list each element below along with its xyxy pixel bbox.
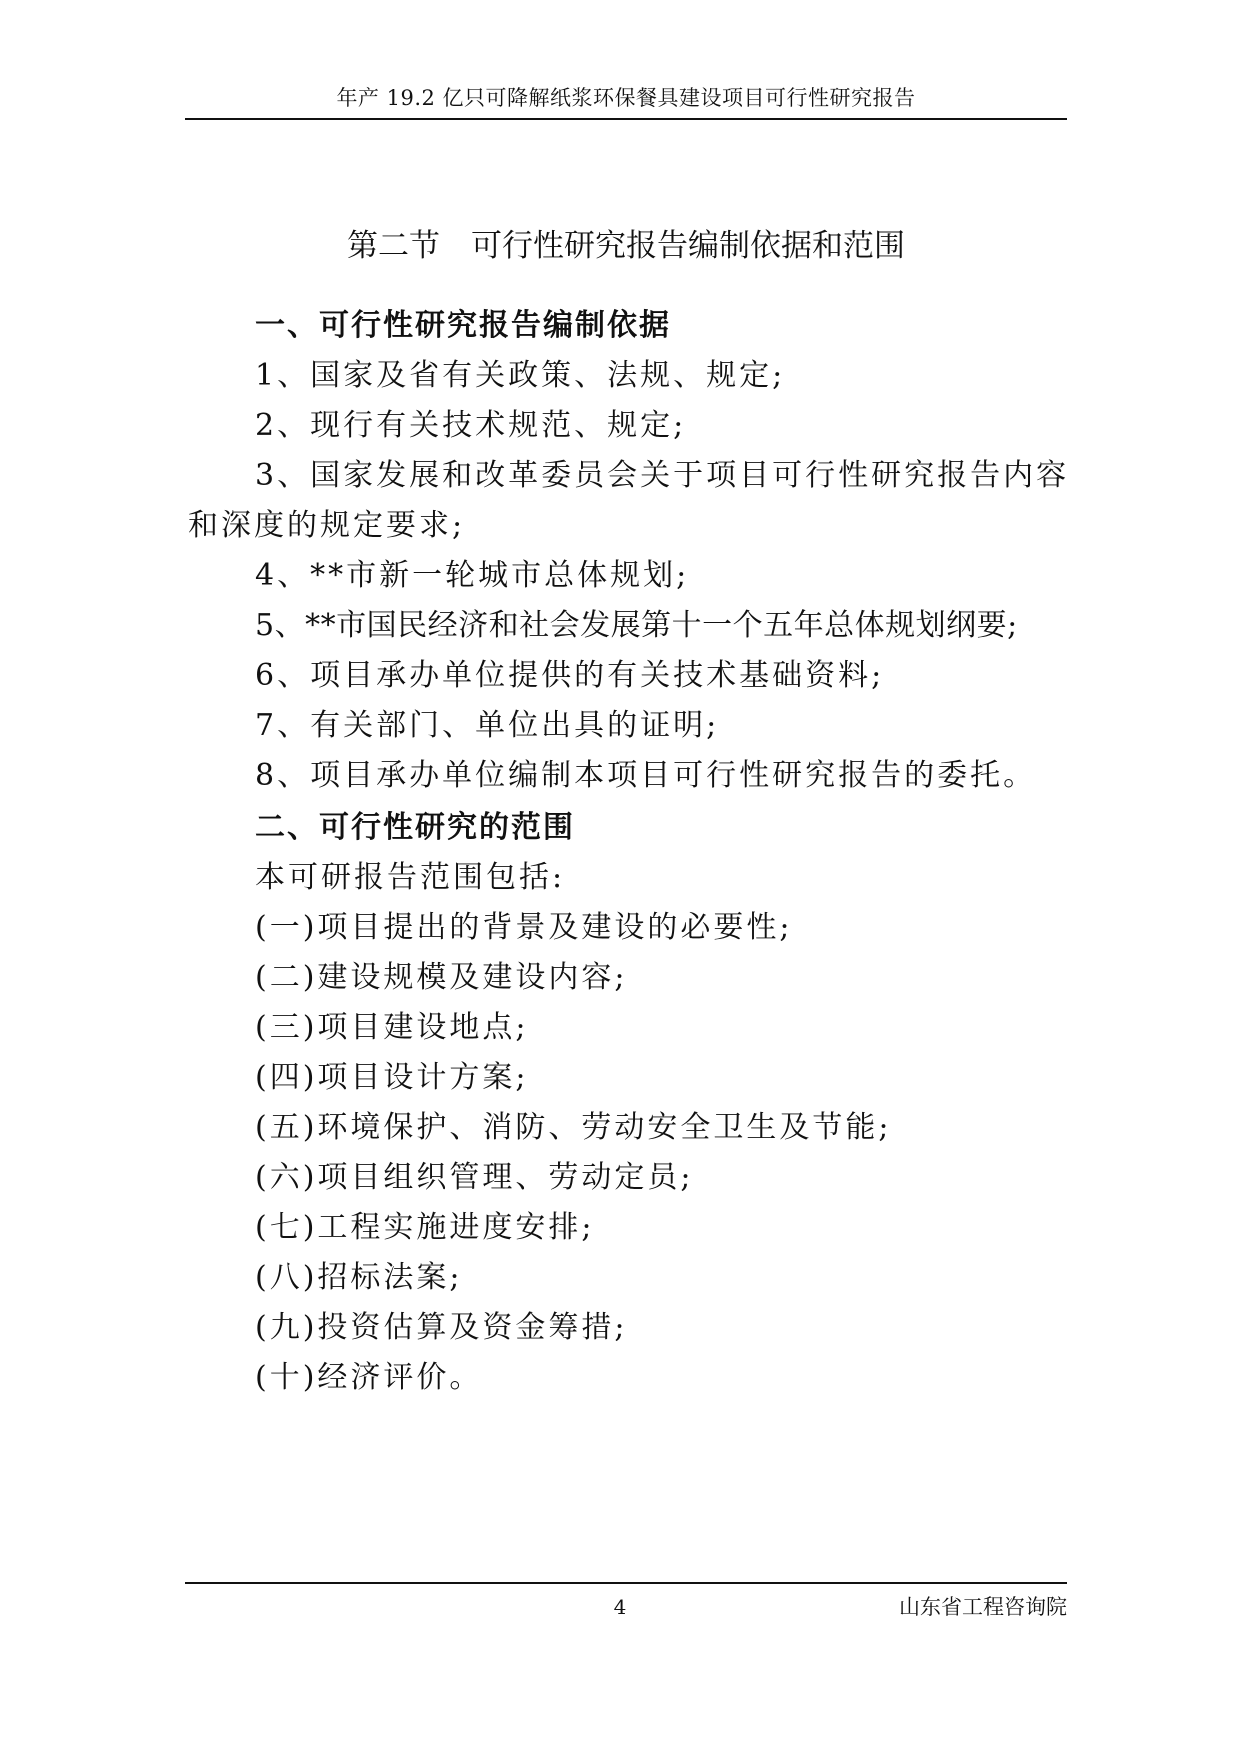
basis-item: 2、现行有关技术规范、规定;	[255, 408, 687, 443]
basis-item: 8、项目承办单位编制本项目可行性研究报告的委托。	[255, 758, 1037, 793]
basis-heading: 一、可行性研究报告编制依据	[255, 308, 671, 343]
basis-item: 3、国家发展和改革委员会关于项目可行性研究报告内容	[255, 458, 1070, 493]
scope-item: (四)项目设计方案;	[255, 1060, 529, 1095]
scope-item: (一)项目提出的背景及建设的必要性;	[255, 910, 793, 945]
basis-item: 4、**市新一轮城市总体规划;	[255, 558, 690, 593]
basis-item: 5、**市国民经济和社会发展第十一个五年总体规划纲要;	[255, 608, 1018, 643]
scope-heading: 二、可行性研究的范围	[255, 810, 575, 845]
footer-rule	[185, 1582, 1067, 1584]
scope-item: (五)环境保护、消防、劳动安全卫生及节能;	[255, 1110, 892, 1145]
scope-item: (六)项目组织管理、劳动定员;	[255, 1160, 694, 1195]
header-rule	[185, 118, 1067, 120]
scope-item: (十)经济评价。	[255, 1360, 483, 1395]
page-number: 4	[613, 1595, 627, 1619]
basis-item: 6、项目承办单位提供的有关技术基础资料;	[255, 658, 885, 693]
scope-item: (二)建设规模及建设内容;	[255, 960, 628, 995]
scope-item: (八)招标法案;	[255, 1260, 463, 1295]
basis-item: 7、有关部门、单位出具的证明;	[255, 708, 720, 743]
basis-item-continuation: 和深度的规定要求;	[188, 508, 466, 543]
scope-item: (三)项目建设地点;	[255, 1010, 529, 1045]
scope-intro: 本可研报告范围包括:	[255, 860, 566, 895]
scope-item: (九)投资估算及资金筹措;	[255, 1310, 628, 1345]
footer-organization: 山东省工程咨询院	[899, 1595, 1067, 1619]
running-header-title: 年产 19.2 亿只可降解纸浆环保餐具建设项目可行性研究报告	[336, 86, 916, 110]
scope-item: (七)工程实施进度安排;	[255, 1210, 595, 1245]
section-title: 第二节 可行性研究报告编制依据和范围	[347, 228, 905, 264]
basis-item: 1、国家及省有关政策、法规、规定;	[255, 358, 786, 393]
